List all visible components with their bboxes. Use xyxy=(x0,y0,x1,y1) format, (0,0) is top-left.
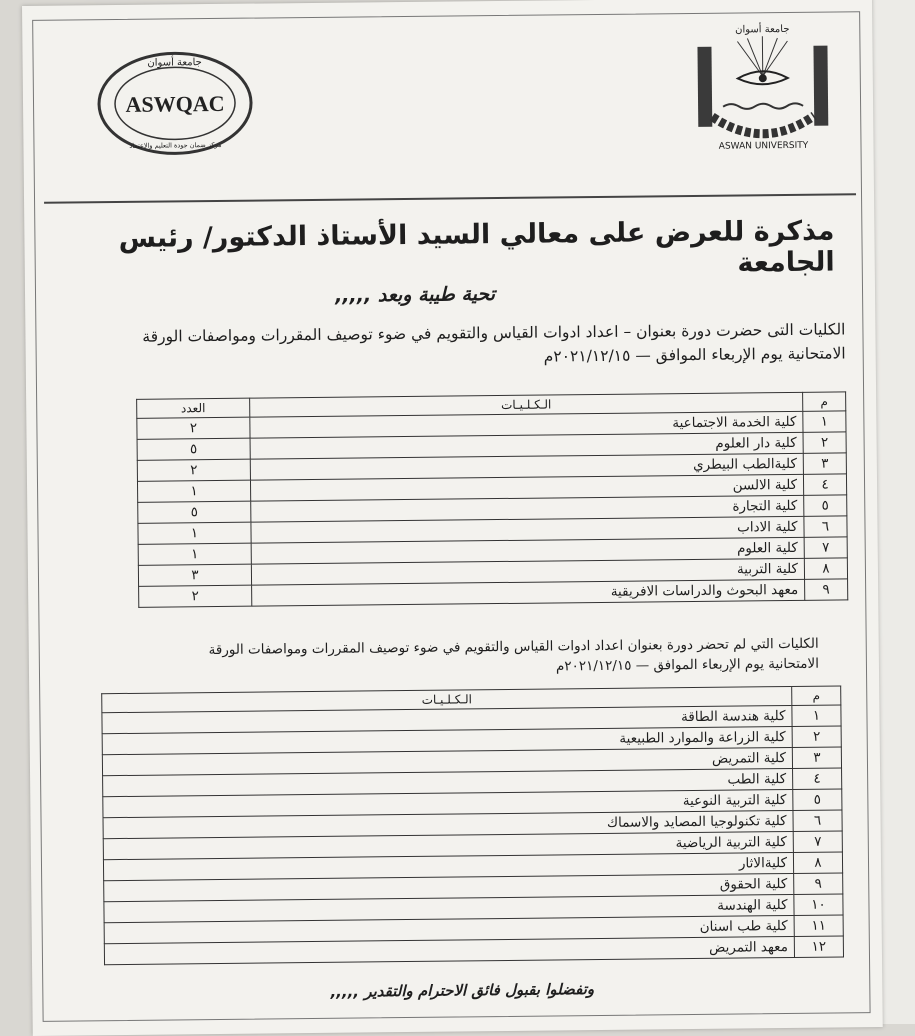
water-waves-icon xyxy=(723,103,803,109)
row-index: ١١ xyxy=(794,915,843,937)
row-index: ٤ xyxy=(803,474,846,495)
row-index: ١٢ xyxy=(794,936,843,958)
aswan-university-logo xyxy=(677,15,838,157)
row-faculty: كلية هندسة الطاقة xyxy=(102,705,792,733)
row-index: ٥ xyxy=(804,495,847,516)
row-index: ٤ xyxy=(793,768,842,790)
row-faculty: كلية الطب xyxy=(103,768,793,796)
row-count: ١ xyxy=(137,480,250,502)
logo-right-arc-text: جامعة أسوان xyxy=(735,22,790,36)
memo-sheet xyxy=(22,0,883,1036)
row-count: ٣ xyxy=(138,564,251,586)
attended-intro-line2: الامتحانية يوم الإربعاء الموافق — ٢٠٢١/١٢/١٥م xyxy=(86,341,846,373)
not-attended-faculties-table xyxy=(101,685,844,965)
attended-intro xyxy=(85,317,845,373)
row-faculty: كلية الزراعة والموارد الطبيعية xyxy=(102,726,792,754)
not-attended-intro-line1: الكليات التي لم تحضر دورة بعنوان اعداد ادوات القياس والتقويم في ضوء توصيف المقررات ومواصفات الورقة xyxy=(119,634,819,661)
row-index: ٧ xyxy=(804,537,847,558)
row-index: ٣ xyxy=(792,747,841,769)
row-faculty: كلية التربية الرياضية xyxy=(103,831,793,859)
logo-left-arc-text: جامعة أسوان xyxy=(147,55,202,69)
row-index: ٢ xyxy=(803,432,846,453)
row-index: ٨ xyxy=(804,558,847,579)
row-faculty: كلية التجارة xyxy=(251,495,804,522)
not-attended-intro-line2: الامتحانية يوم الإربعاء الموافق — ٢٠٢١/١٢/١٥م xyxy=(119,654,819,681)
row-index: ٩ xyxy=(794,873,843,895)
attended-intro-line1: الكليات التى حضرت دورة بعنوان – اعداد ادوات القياس والتقويم في ضوء توصيف المقررات ومواصفات الورقة xyxy=(85,317,845,349)
row-faculty: كلية الهندسة xyxy=(104,894,794,922)
col-faculty-header: الـكـلـيـات xyxy=(250,392,803,417)
row-index: ١ xyxy=(803,411,846,432)
row-faculty: كليةالاثار xyxy=(103,852,793,880)
logo-right-caption: ASWAN UNIVERSITY xyxy=(719,141,809,152)
greeting: تحية طيبة وبعد ,,,,, xyxy=(285,283,545,308)
right-pillar-icon xyxy=(813,46,828,126)
left-pillar-icon xyxy=(697,47,712,127)
row-index: ٦ xyxy=(804,516,847,537)
aswqac-logo xyxy=(94,48,255,160)
gear-arc-icon xyxy=(712,116,814,135)
row-index: ٩ xyxy=(805,579,848,600)
closing-line: وتفضلوا بقبول فائق الاحترام والتقدير ,,,,, xyxy=(282,980,642,1002)
row-index: ٨ xyxy=(793,852,842,874)
memo-title: مذكرة للعرض على معالي السيد الأستاذ الدكتور/ رئيس الجامعة xyxy=(64,216,835,286)
not-attended-intro xyxy=(119,634,819,681)
row-count: ٢ xyxy=(137,417,250,439)
row-index: ٥ xyxy=(793,789,842,811)
row-faculty: كلية التربية xyxy=(251,558,804,585)
row-index: ٦ xyxy=(793,810,842,832)
row-faculty: كلية التربية النوعية xyxy=(103,789,793,817)
row-index: ٣ xyxy=(803,453,846,474)
row-count: ٢ xyxy=(137,459,250,481)
row-faculty: كلية دار العلوم xyxy=(250,432,803,459)
attended-faculties-table xyxy=(136,391,848,607)
row-faculty: معهد التمريض xyxy=(104,936,794,964)
row-faculty: كلية العلوم xyxy=(251,537,804,564)
row-count: ٢ xyxy=(139,585,252,607)
row-faculty: كلية تكنولوجيا المصايد والاسماك xyxy=(103,810,793,838)
row-faculty: كلية الحقوق xyxy=(104,873,794,901)
row-count: ١ xyxy=(138,522,251,544)
row-faculty: كلية طب اسنان xyxy=(104,915,794,943)
row-count: ٥ xyxy=(137,438,250,460)
row-faculty: كلية التمريض xyxy=(102,747,792,775)
col-index-header: م xyxy=(803,392,846,411)
col-index-header: م xyxy=(792,686,841,706)
row-index: ٧ xyxy=(793,831,842,853)
logo-left-bottom-text: مركز ضمان جودة التعليم والاعتماد xyxy=(129,141,221,150)
row-faculty: معهد البحوث والدراسات الافريقية xyxy=(252,579,805,606)
row-index: ٢ xyxy=(792,726,841,748)
row-count: ٥ xyxy=(138,501,251,523)
row-faculty: كلية الاداب xyxy=(251,516,804,543)
row-index: ١ xyxy=(792,705,841,727)
row-faculty: كليةالطب البيطري xyxy=(250,453,803,480)
row-faculty: كلية الخدمة الاجتماعية xyxy=(250,411,803,438)
col-faculty-header: الـكـلـيـات xyxy=(102,686,792,712)
logo-left-center-text: ASWQAC xyxy=(125,91,224,117)
row-index: ١٠ xyxy=(794,894,843,916)
col-count-header: العدد xyxy=(137,398,250,418)
row-count: ١ xyxy=(138,543,251,565)
row-faculty: كلية الالسن xyxy=(250,474,803,501)
